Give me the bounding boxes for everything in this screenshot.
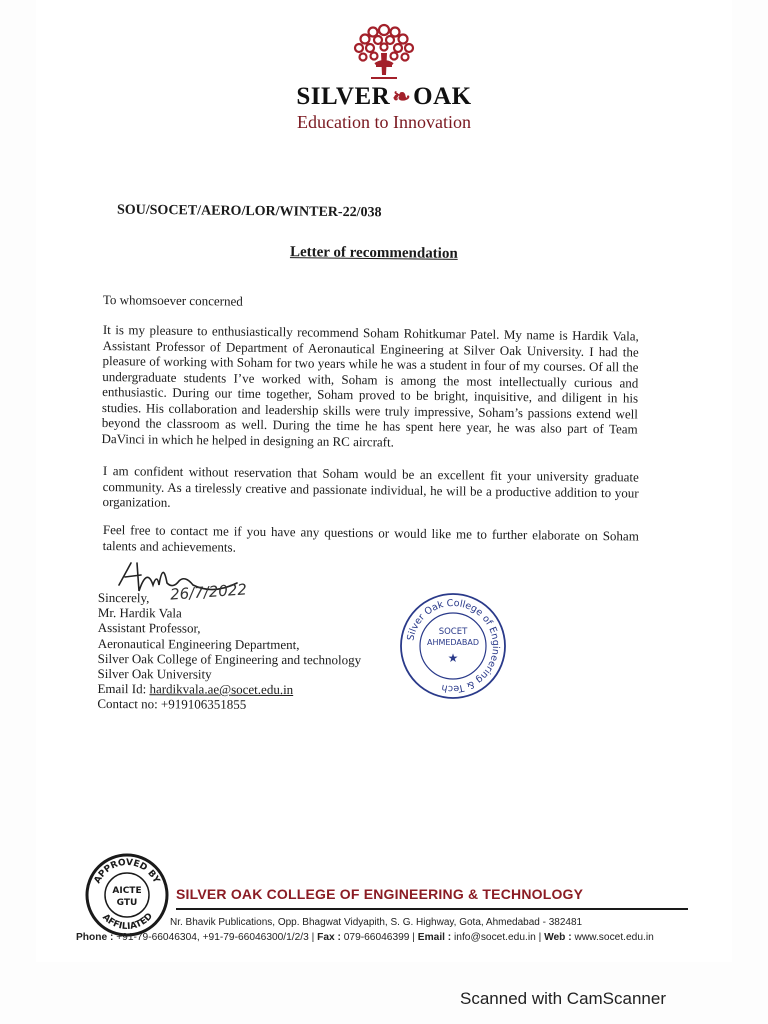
footer-address: Nr. Bhavik Publications, Opp. Bhagwat Vidyapith, S. G. Highway, Gota, Ahmedabad - 382481 bbox=[170, 917, 583, 928]
brand-silver: SILVER bbox=[296, 83, 391, 110]
oak-tree-logo bbox=[345, 20, 423, 82]
brand-tagline: Education to Innovation bbox=[297, 112, 471, 132]
signer-contact-line bbox=[97, 696, 361, 713]
signer-name: Mr. Hardik Vala bbox=[97, 605, 182, 621]
stamp-center-1: SOCET bbox=[438, 627, 468, 637]
footer-contact-line bbox=[76, 932, 654, 943]
footer-phone-label: Phone : bbox=[76, 932, 114, 943]
brand-swirl-icon: ❧ bbox=[392, 84, 412, 109]
seal-top-text: APPROVED BY bbox=[92, 857, 162, 886]
stamp-center-2: AHMEDABAD bbox=[426, 638, 480, 647]
footer-college-name: SILVER OAK COLLEGE OF ENGINEERING & TECHNOLOGY bbox=[176, 886, 584, 902]
contact-label: Contact no: bbox=[97, 696, 158, 712]
email-label: Email Id: bbox=[97, 681, 147, 697]
signer-college: Silver Oak College of Engineering and technology bbox=[97, 650, 362, 668]
footer-fax-label: Fax : bbox=[317, 932, 341, 943]
footer-divider bbox=[176, 908, 688, 910]
seal-center-1: AICTE bbox=[112, 886, 142, 896]
college-stamp bbox=[397, 590, 509, 702]
seal-bottom-text: AFFILIATED bbox=[100, 911, 155, 933]
footer-email[interactable]: info@socet.edu.in | bbox=[454, 932, 542, 943]
footer-web[interactable]: www.socet.edu.in bbox=[574, 932, 654, 943]
signature-block bbox=[97, 590, 361, 713]
signer-contact: +919106351855 bbox=[160, 696, 247, 713]
reference-number: SOU/SOCET/AERO/LOR/WINTER-22/038 bbox=[116, 202, 382, 221]
letter-title: Letter of recommendation bbox=[289, 244, 458, 262]
handwritten-date: 26/7/2022 bbox=[169, 580, 248, 604]
footer-web-label: Web : bbox=[544, 932, 572, 943]
signer-email-link[interactable]: hardikvala.ae@socet.edu.in bbox=[149, 681, 294, 698]
stamp-ring-text: Silver Oak College of Engineering & Tech bbox=[405, 597, 502, 695]
seal-center-2: GTU bbox=[116, 898, 138, 908]
signer-university: Silver Oak University bbox=[97, 666, 212, 682]
signer-department: Aeronautical Engineering Department, bbox=[97, 635, 300, 652]
signer-email-line bbox=[97, 681, 361, 698]
letter-greeting: To whomsoever concerned bbox=[102, 292, 243, 309]
letter-paragraph-3: Feel free to contact me if you have any questions or would like me to further elaborate on Soham talents and achievements. bbox=[102, 522, 639, 555]
footer-email-label: Email : bbox=[417, 932, 452, 943]
closing: Sincerely, bbox=[97, 590, 150, 606]
footer-fax: 079-66046399 | bbox=[343, 932, 415, 943]
aicte-gtu-seal bbox=[84, 852, 170, 938]
stamp-star-icon: ★ bbox=[447, 651, 459, 665]
signer-designation: Assistant Professor, bbox=[97, 620, 201, 636]
camscanner-watermark: Scanned with CamScanner bbox=[460, 989, 667, 1008]
letter-paragraph-2: I am confident without reservation that Soham would be an excellent fit your university graduate community. As a tirelessly creative and passionate individual, he will be a productive addition to your organization. bbox=[102, 463, 639, 510]
brand-name bbox=[0, 83, 768, 111]
footer-phone: +91-79-66046304, +91-79-66046300/1/2/3 | bbox=[116, 932, 315, 943]
letter-paragraph-1: It is my pleasure to enthusiastically recommend Soham Rohitkumar Patel. My name is Hardik Vala, Assistant Professor of Department of Aeronautical Engineering at Silver Oak University. I had the pleasure of working with Soham for two years while he was a student in four of my courses. Of all the undergraduate students I’ve worked with, Soham is among the most intellectually curious and enthusiastic. During our time together, Soham proved to be bright, inquisitive, and diligent in his studies. His collaboration and leadership skills were truly impressive, Soham’s passions extend well beyond the classroom as well. During the time he has spent here year, he was also part of Team DaVinci in which he helped in designing an RC aircraft. bbox=[101, 322, 639, 450]
brand-oak: OAK bbox=[413, 83, 472, 110]
